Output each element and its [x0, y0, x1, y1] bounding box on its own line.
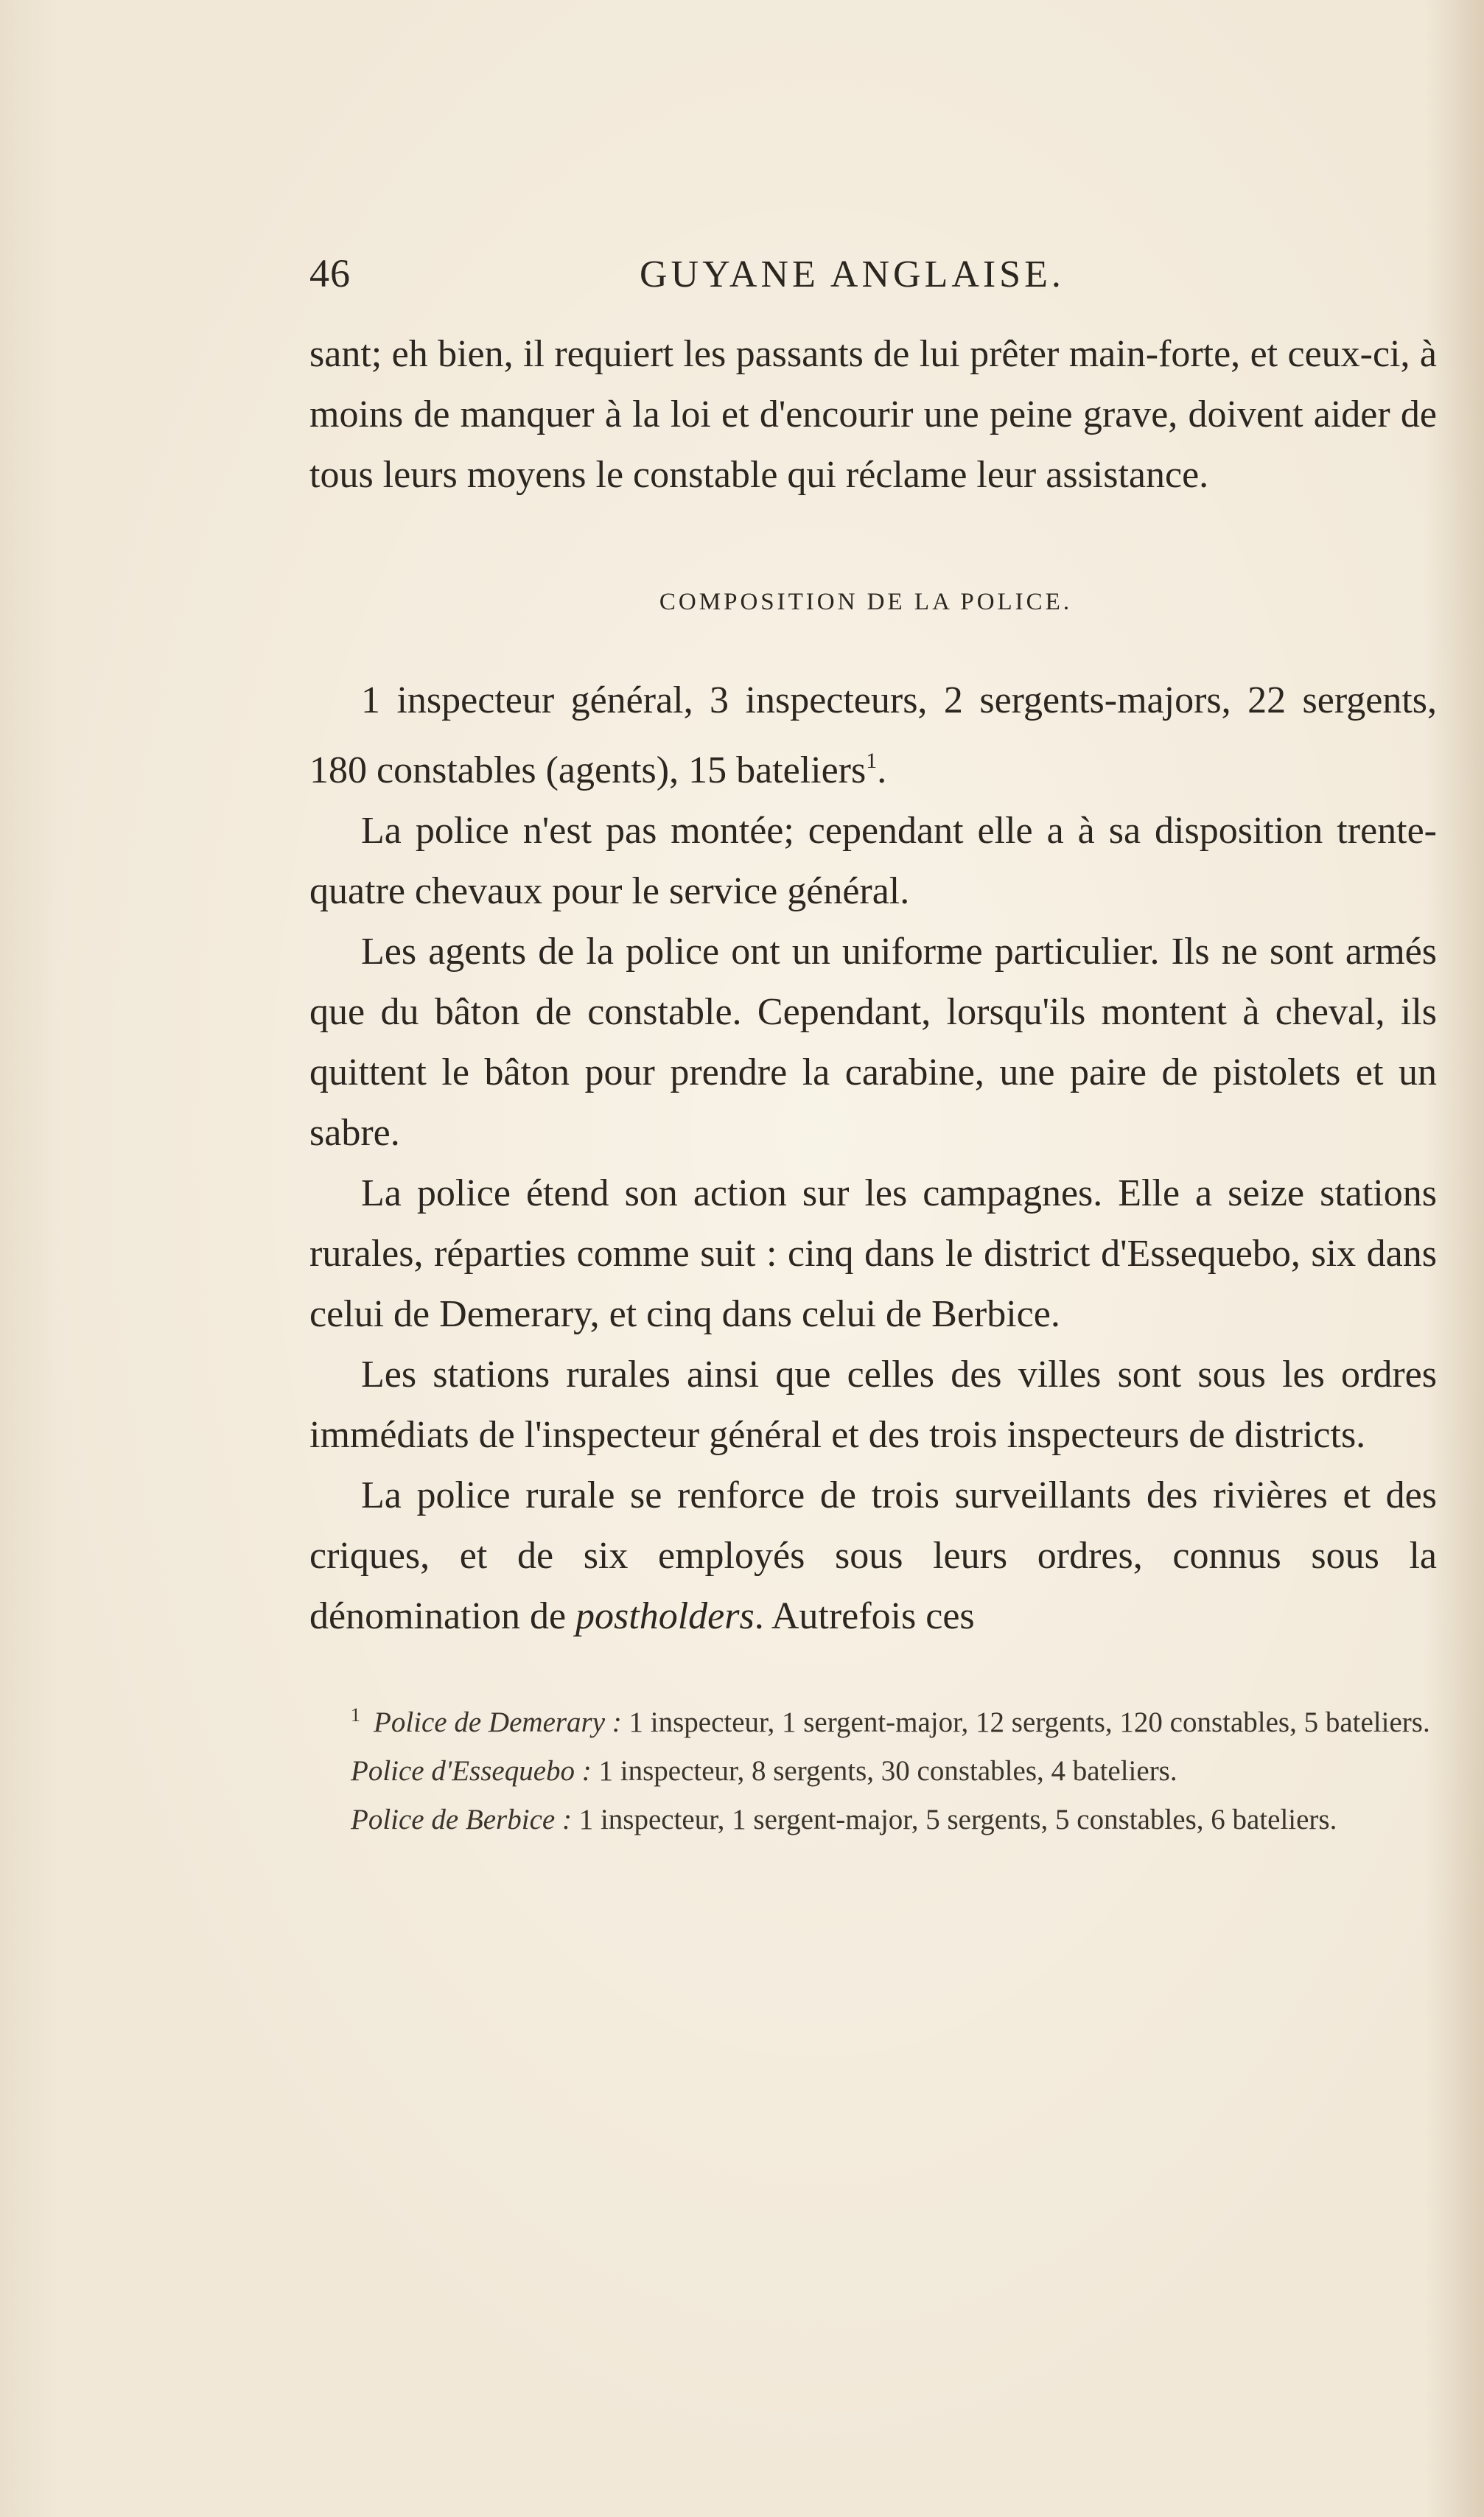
rural-police-text: La police rurale se renforce de trois surveillants des rivières et des criques, et de six employés sous leurs ordres, connus sous la dénomination de: [309, 1474, 1437, 1637]
paragraph-uniform: Les agents de la police ont un uniforme particulier. Ils ne sont armés que du bâton de constable. Cependant, lorsqu'ils montent à cheval, ils quittent le bâton pour prendre la carabine, une paire de pistolets et un sabre.: [309, 931, 1437, 1154]
footnote-title: Police de Demerary :: [374, 1706, 622, 1738]
footnote-mark: 1: [351, 1704, 360, 1726]
section-heading: COMPOSITION DE LA POLICE.: [659, 589, 1073, 615]
footnote-reference: 1: [866, 749, 878, 773]
footnote-title: Police d'Essequebo :: [351, 1755, 592, 1787]
footnote-demerary: [309, 1691, 1437, 1747]
paragraph-rural-police: [309, 1466, 1437, 1647]
running-head: [309, 251, 1437, 324]
text-block: [309, 251, 1437, 1844]
paragraph-composition: [309, 671, 1437, 801]
footnote-title: Police de Berbice :: [351, 1804, 572, 1835]
footnote-text: 1 inspecteur, 1 sergent-major, 12 sergents, 120 constables, 5 bateliers.: [621, 1706, 1430, 1738]
composition-end: .: [877, 749, 887, 791]
postholders-term: postholders: [575, 1595, 755, 1637]
running-title: GUYANE ANGLAISE.: [640, 253, 1065, 295]
paragraph-continued: sant; eh bien, il requiert les passants de lui prêter main-forte, et ceux-ci, à moins de manquer à la loi et d'encourir une peine grave, doivent aider de tous leurs moyens le constable qui réclame leur assistance.: [309, 333, 1437, 496]
paragraph-horses: La police n'est pas montée; cependant elle a à sa disposition trente-quatre chevaux pour le service général.: [309, 810, 1437, 912]
rural-police-text-end: . Autrefois ces: [754, 1595, 975, 1637]
paragraph-command: Les stations rurales ainsi que celles des villes sont sous les ordres immédiats de l'inspecteur général et des trois inspecteurs de districts.: [309, 1354, 1437, 1456]
footnote-text: 1 inspecteur, 8 sergents, 30 constables, 4 bateliers.: [591, 1755, 1177, 1787]
footnote-text: 1 inspecteur, 1 sergent-major, 5 sergents, 5 constables, 6 bateliers.: [571, 1804, 1337, 1835]
body-text: [309, 324, 1437, 1647]
footnote-essequebo: [309, 1747, 1437, 1796]
composition-text: 1 inspecteur général, 3 inspecteurs, 2 sergents-majors, 22 sergents, 180 constables (agents), 15 bateliers: [309, 679, 1437, 791]
paragraph-rural-stations: La police étend son action sur les campagnes. Elle a seize stations rurales, réparties comme suit : cinq dans le district d'Essequebo, six dans celui de Demerary, et cinq dans celui de Berbice.: [309, 1172, 1437, 1335]
footnotes: [309, 1691, 1437, 1844]
footnote-berbice: [309, 1796, 1437, 1844]
page-number: 46: [309, 251, 351, 295]
